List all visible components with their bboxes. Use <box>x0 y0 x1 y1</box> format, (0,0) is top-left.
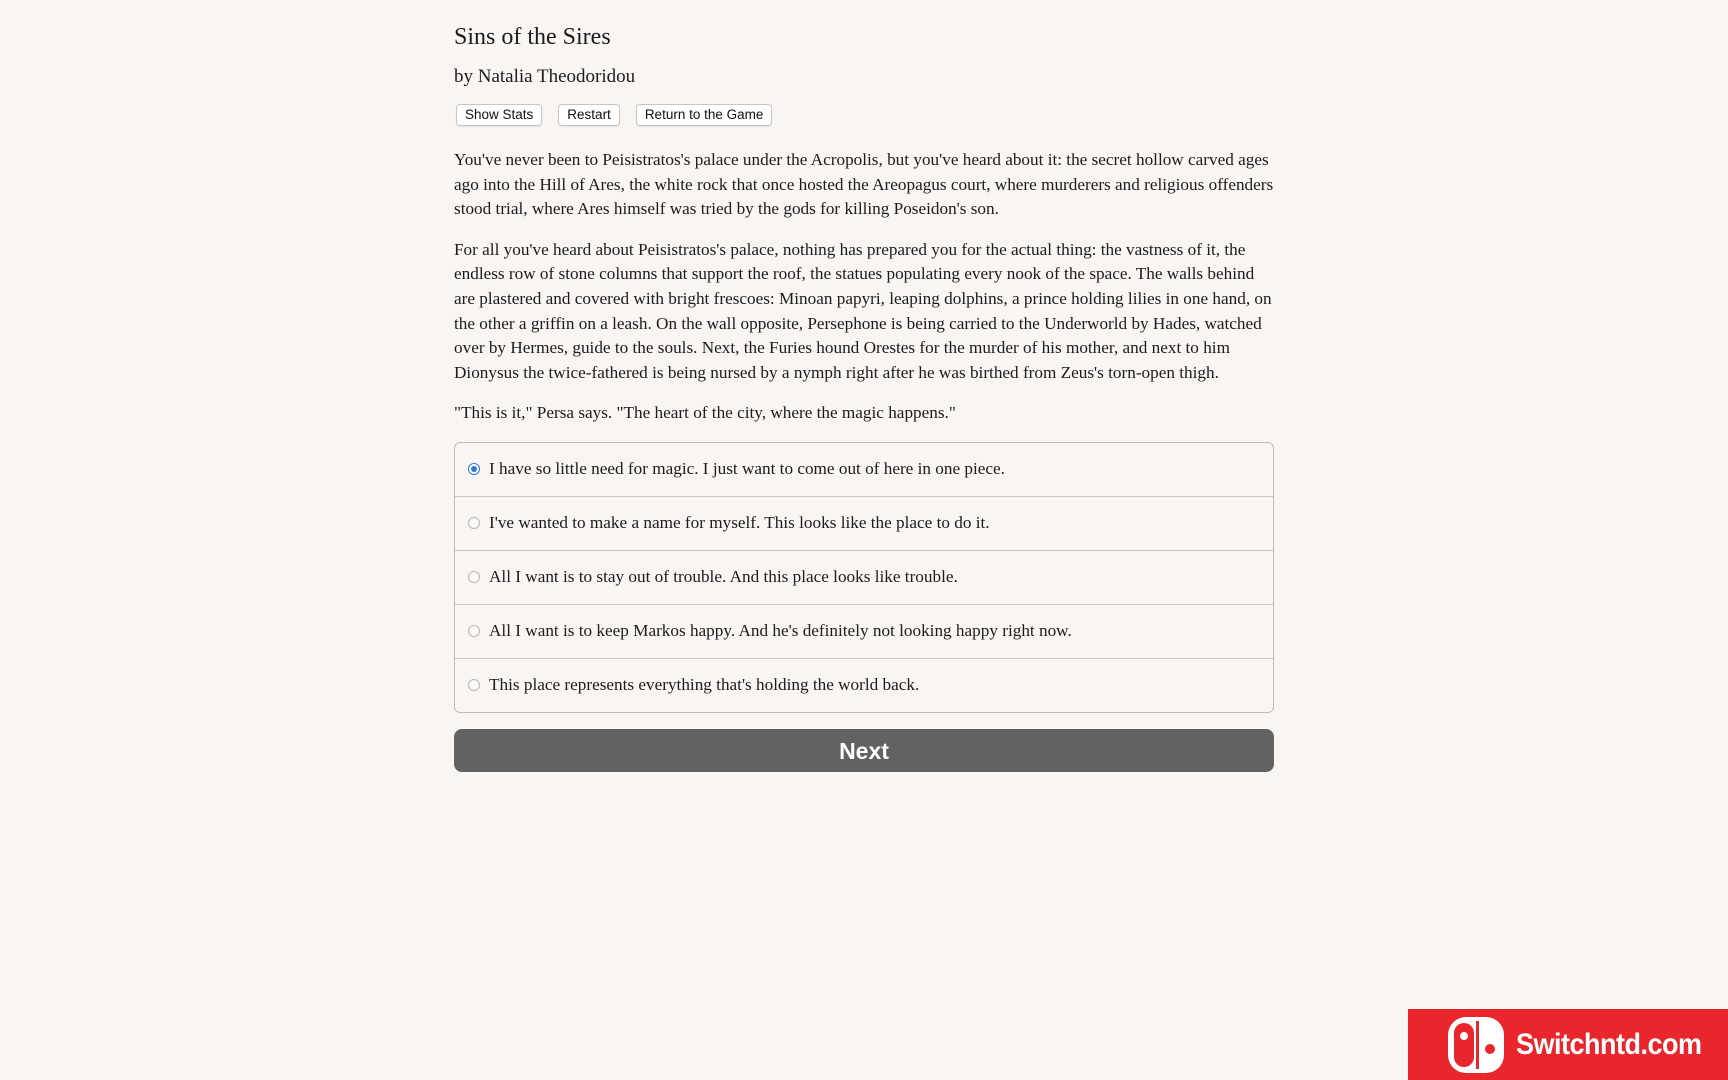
watermark-text: Switchntd.com <box>1516 1027 1702 1061</box>
choice-label: All I want is to keep Markos happy. And he's definitely not looking happy right now. <box>489 621 1072 641</box>
choice-option-3[interactable] <box>455 550 1273 604</box>
watermark-banner <box>1408 1009 1728 1080</box>
game-content <box>454 0 1274 772</box>
radio-unselected-icon[interactable] <box>468 517 480 529</box>
choice-option-1[interactable] <box>455 443 1273 496</box>
next-button[interactable]: Next <box>454 729 1274 772</box>
toolbar <box>454 104 1274 128</box>
choice-option-5[interactable] <box>455 658 1273 712</box>
choice-label: I've wanted to make a name for myself. This looks like the place to do it. <box>489 513 990 533</box>
choice-list <box>454 442 1274 713</box>
switch-logo-icon <box>1446 1015 1506 1075</box>
radio-unselected-icon[interactable] <box>468 571 480 583</box>
story-paragraph: For all you've heard about Peisistratos's palace, nothing has prepared you for the actual thing: the vastness of it, the endless row of stone columns that support the roof, the statues populating every nook of the space. The walls behind are plastered and covered with bright frescoes: Minoan papyri, leaping dolphins, a prince holding lilies in one hand, on the other a griffin on a leash. On the wall opposite, Persephone is being carried to the Underworld by Hades, watched over by Hermes, guide to the souls. Next, the Furies hound Orestes for the murder of his mother, and next to him Dionysus the twice-fathered is being nursed by a nymph right after he was birthed from Zeus's torn-open thigh. <box>454 239 1272 382</box>
restart-button[interactable]: Restart <box>558 104 620 126</box>
choice-label: This place represents everything that's holding the world back. <box>489 675 920 695</box>
game-title: Sins of the Sires <box>454 24 611 50</box>
show-stats-button[interactable]: Show Stats <box>456 104 542 126</box>
choice-option-2[interactable] <box>455 496 1273 550</box>
story-paragraph: You've never been to Peisistratos's palace under the Acropolis, but you've heard about it: the secret hollow carved ages ago into the Hill of Ares, the white rock that once hosted the Areopagus court, where murderers and religious offenders stood trial, where Ares himself was tried by the gods for killing Poseidon's son. <box>454 150 1274 219</box>
story-text <box>454 148 1274 426</box>
radio-unselected-icon[interactable] <box>468 679 480 691</box>
game-author: by Natalia Theodoridou <box>454 66 636 87</box>
choice-option-4[interactable] <box>455 604 1273 658</box>
radio-selected-icon[interactable] <box>468 463 480 475</box>
choice-label: All I want is to stay out of trouble. And this place looks like trouble. <box>489 567 958 587</box>
radio-unselected-icon[interactable] <box>468 625 480 637</box>
choice-label: I have so little need for magic. I just want to come out of here in one piece. <box>489 459 1005 479</box>
return-to-game-button[interactable]: Return to the Game <box>636 104 773 126</box>
story-paragraph: "This is it," Persa says. "The heart of the city, where the magic happens." <box>454 403 956 423</box>
